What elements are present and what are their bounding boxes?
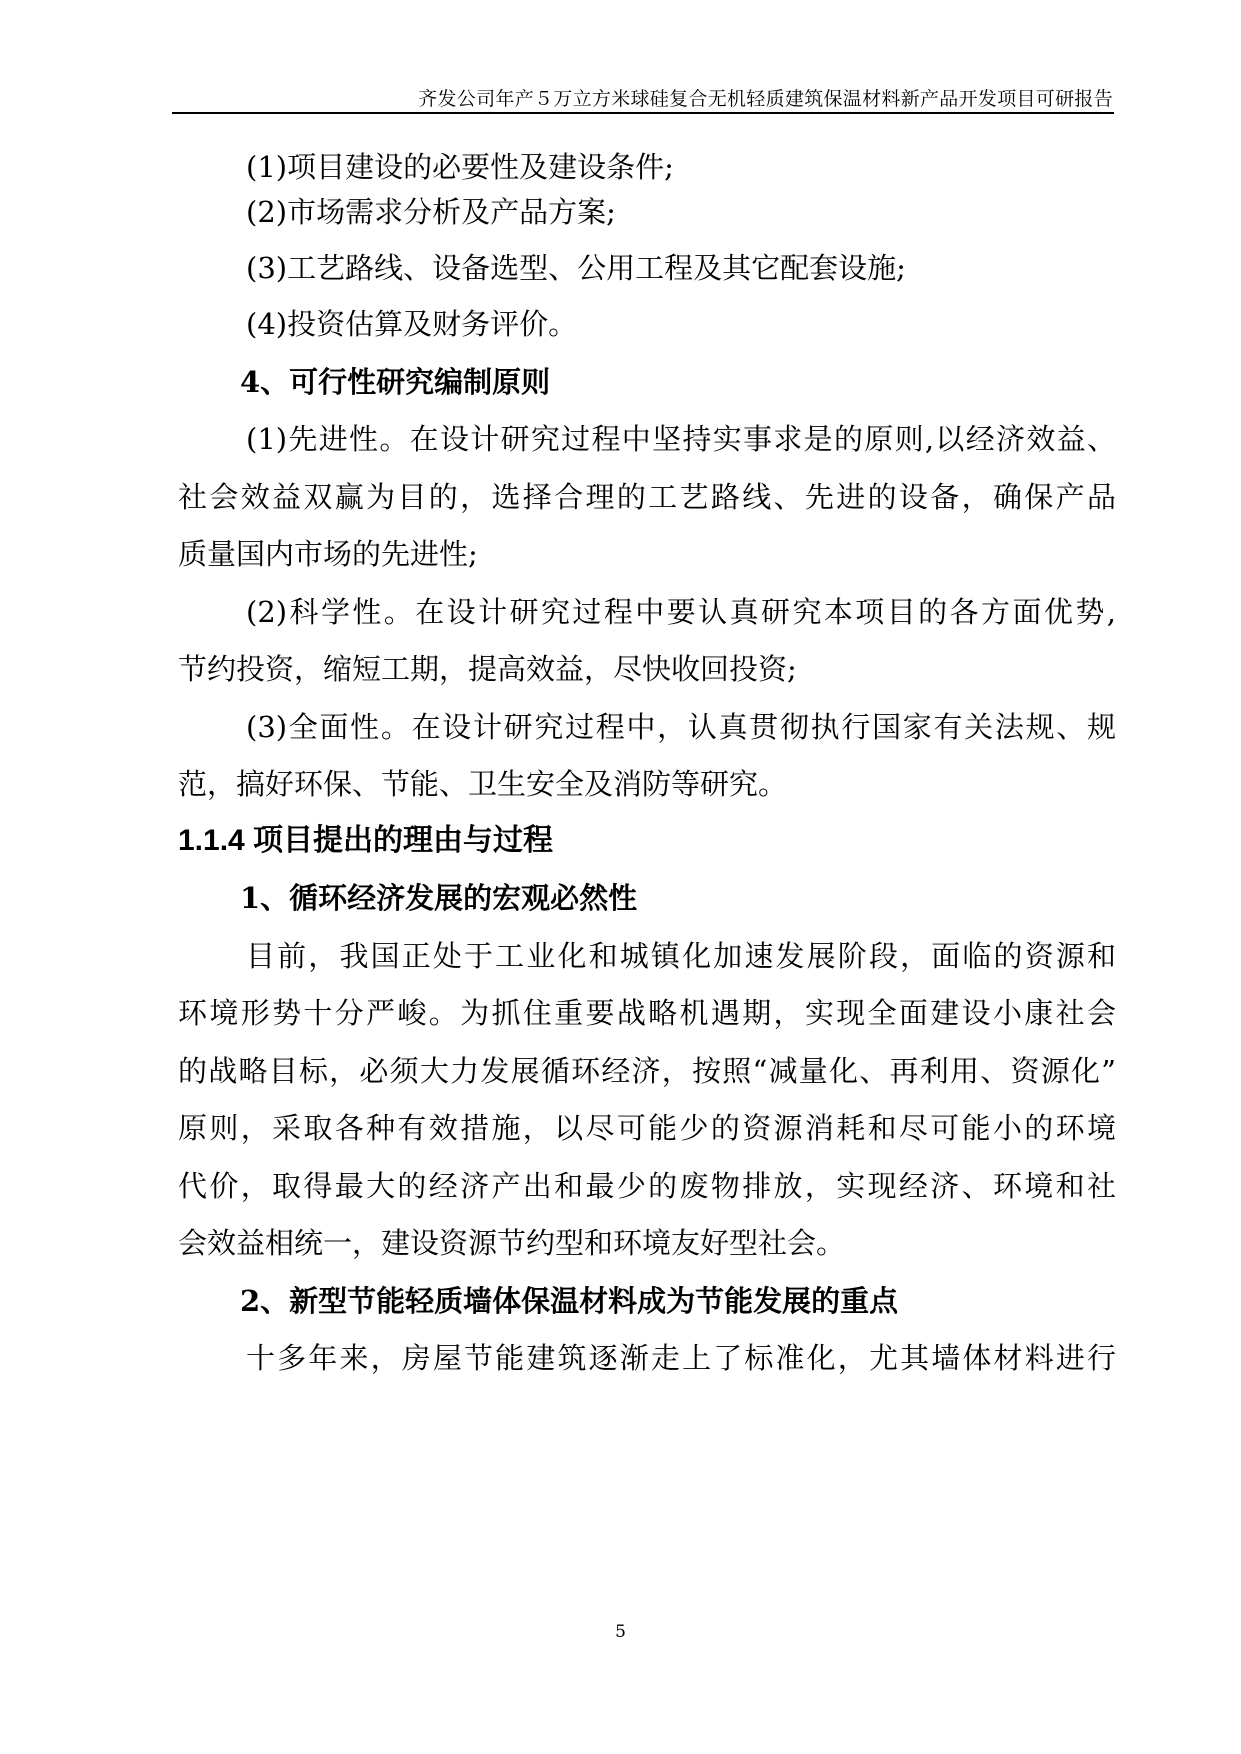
paragraph-line: 会效益相统一，建设资源节约型和环境友好型社会。 xyxy=(178,1226,846,1260)
paragraph-line: 范，搞好环保、节能、卫生安全及消防等研究。 xyxy=(178,767,788,801)
paragraph-line: 社会效益双赢为目的，选择合理的工艺路线、先进的设备，确保产品 xyxy=(178,480,1116,514)
paragraph-line: (2)科学性。在设计研究过程中要认真研究本项目的各方面优势, xyxy=(246,595,1116,629)
heading-circular-economy: 1、循环经济发展的宏观必然性 xyxy=(240,881,638,915)
paragraph-line: 节约投资，缩短工期，提高效益，尽快收回投资; xyxy=(178,652,797,686)
heading-principles: 4、可行性研究编制原则 xyxy=(240,365,551,399)
header-title: 齐发公司年产５万立方米球硅复合无机轻质建筑保温材料新产品开发项目可研报告 xyxy=(418,88,1113,110)
paragraph-line: 的战略目标，必须大力发展循环经济，按照“减量化、再利用、资源化” xyxy=(178,1054,1116,1088)
list-item: (2)市场需求分析及产品方案; xyxy=(246,195,616,229)
list-item: (3)工艺路线、设备选型、公用工程及其它配套设施; xyxy=(246,251,906,285)
page-number: 5 xyxy=(615,1622,626,1642)
paragraph-line: 质量国内市场的先进性; xyxy=(178,537,478,571)
paragraph-line: (1)先进性。在设计研究过程中坚持实事求是的原则,以经济效益、 xyxy=(246,422,1116,456)
section-heading-1-1-4: 1.1.4 项目提出的理由与过程 xyxy=(178,824,554,857)
list-item: (1)项目建设的必要性及建设条件; xyxy=(246,150,674,184)
paragraph-line: 原则，采取各种有效措施，以尽可能少的资源消耗和尽可能小的环境 xyxy=(178,1111,1116,1145)
paragraph-line: 环境形势十分严峻。为抓住重要战略机遇期，实现全面建设小康社会 xyxy=(178,996,1116,1030)
paragraph-line: 目前，我国正处于工业化和城镇化加速发展阶段，面临的资源和 xyxy=(246,939,1116,973)
header-divider xyxy=(172,112,1114,114)
paragraph-line: 代价，取得最大的经济产出和最少的废物排放，实现经济、环境和社 xyxy=(178,1169,1116,1203)
paragraph-line: 十多年来，房屋节能建筑逐渐走上了标准化，尤其墙体材料进行 xyxy=(246,1341,1116,1375)
heading-wall-materials: 2、新型节能轻质墙体保温材料成为节能发展的重点 xyxy=(240,1284,899,1318)
list-item: (4)投资估算及财务评价。 xyxy=(246,307,578,341)
paragraph-line: (3)全面性。在设计研究过程中，认真贯彻执行国家有关法规、规 xyxy=(246,710,1116,744)
